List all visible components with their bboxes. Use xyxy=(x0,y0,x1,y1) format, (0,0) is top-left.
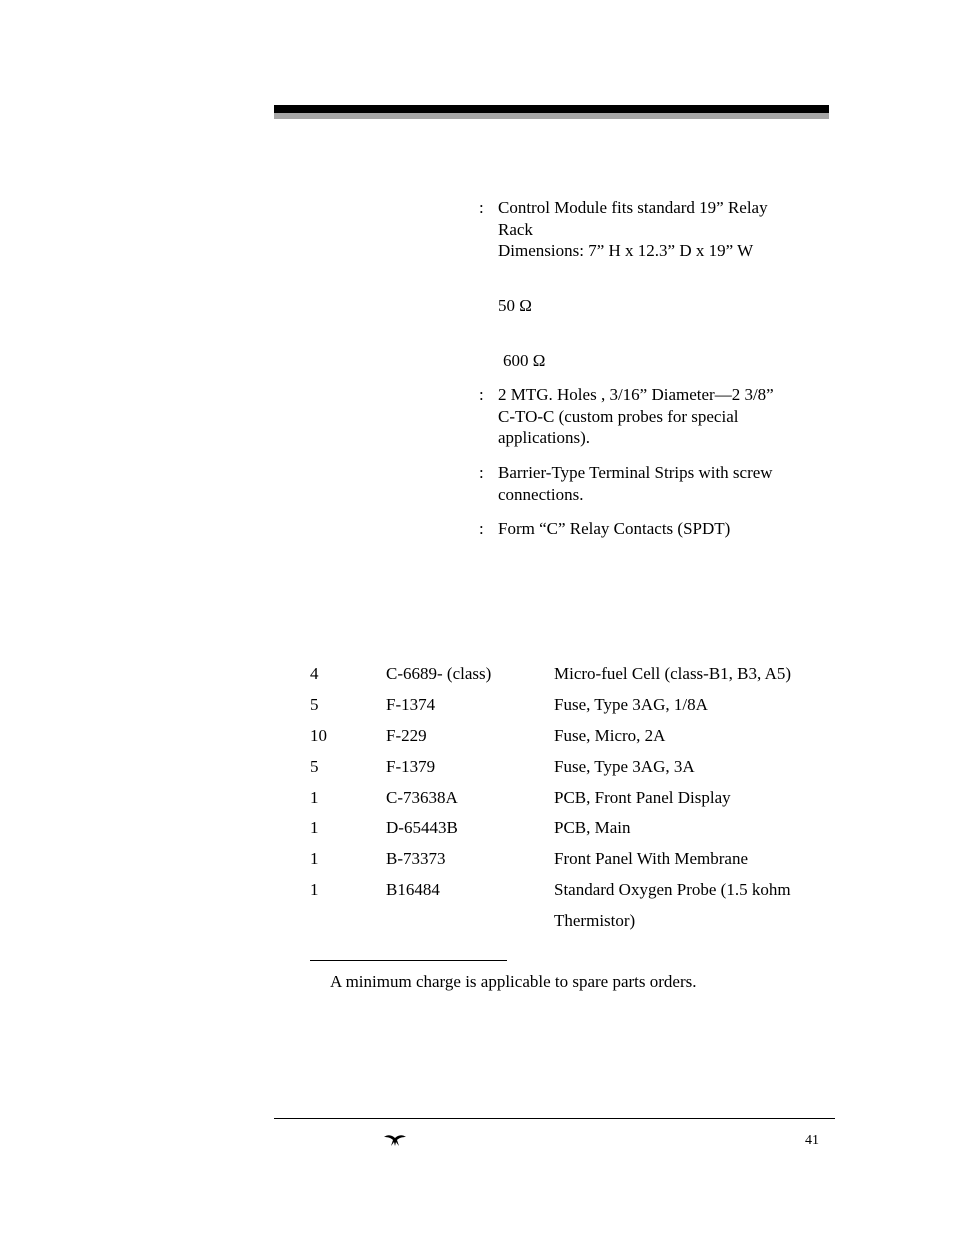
spec-line: applications). xyxy=(498,428,591,447)
parts-row xyxy=(0,695,954,726)
parts-row xyxy=(0,726,954,757)
spec-line: connections. xyxy=(498,484,584,504)
part-qty: 5 xyxy=(310,695,319,714)
part-number: C-6689- (class) xyxy=(386,664,492,683)
spec-line: Rack xyxy=(498,219,533,239)
part-description: PCB, Front Panel Display xyxy=(554,788,731,807)
part-qty: 10 xyxy=(310,726,327,745)
part-description: PCB, Main xyxy=(554,818,631,837)
part-qty: 1 xyxy=(310,849,319,868)
part-description xyxy=(554,874,791,936)
teledyne-logo-icon xyxy=(383,1133,407,1147)
part-number: C-73638A xyxy=(386,788,458,807)
part-number: D-65443B xyxy=(386,818,458,837)
header-rule xyxy=(274,105,829,113)
part-number: B-73373 xyxy=(386,849,446,868)
part-description: Fuse, Type 3AG, 1/8A xyxy=(554,695,708,714)
part-qty: 1 xyxy=(310,880,319,899)
footnote-rule xyxy=(310,960,507,961)
spec-line: Form “C” Relay Contacts (SPDT) xyxy=(498,519,731,538)
spec-line: Control Module fits standard 19” Relay xyxy=(498,198,768,217)
parts-row xyxy=(0,818,954,849)
parts-row xyxy=(0,788,954,819)
part-number: F-229 xyxy=(386,726,427,745)
part-description: Micro-fuel Cell (class-B1, B3, A5) xyxy=(554,664,792,683)
part-description: Fuse, Type 3AG, 3A xyxy=(554,757,695,776)
page-number: 41 xyxy=(805,1133,819,1148)
spec-impedance-600: 600 Ω xyxy=(503,351,546,370)
part-qty: 1 xyxy=(310,788,319,807)
parts-row xyxy=(0,849,954,880)
spec-line: 2 MTG. Holes , 3/16” Diameter—2 3/8” xyxy=(498,385,774,404)
part-number: F-1374 xyxy=(386,695,436,714)
footer-rule xyxy=(274,1118,835,1119)
spec-line: Dimensions: 7” H x 12.3” D x 19” W xyxy=(498,241,754,260)
part-description-line: Thermistor) xyxy=(554,911,636,930)
spec-line: C-TO-C (custom probes for special xyxy=(498,406,739,426)
header-rule-shadow xyxy=(274,113,829,119)
spec-impedance-50: 50 Ω xyxy=(498,296,532,315)
part-number: B16484 xyxy=(386,880,440,899)
part-qty: 1 xyxy=(310,818,319,837)
part-qty: 4 xyxy=(310,664,319,683)
part-number: F-1379 xyxy=(386,757,436,776)
parts-row xyxy=(0,757,954,788)
spec-line: Barrier-Type Terminal Strips with screw xyxy=(498,463,773,482)
footnote-text: A minimum charge is applicable to spare parts orders. xyxy=(330,972,697,991)
part-description-line: Standard Oxygen Probe (1.5 kohm xyxy=(554,880,791,899)
part-qty: 5 xyxy=(310,757,319,776)
parts-row xyxy=(0,664,954,695)
parts-row xyxy=(0,880,954,911)
part-description: Fuse, Micro, 2A xyxy=(554,726,666,745)
part-description: Front Panel With Membrane xyxy=(554,849,748,868)
